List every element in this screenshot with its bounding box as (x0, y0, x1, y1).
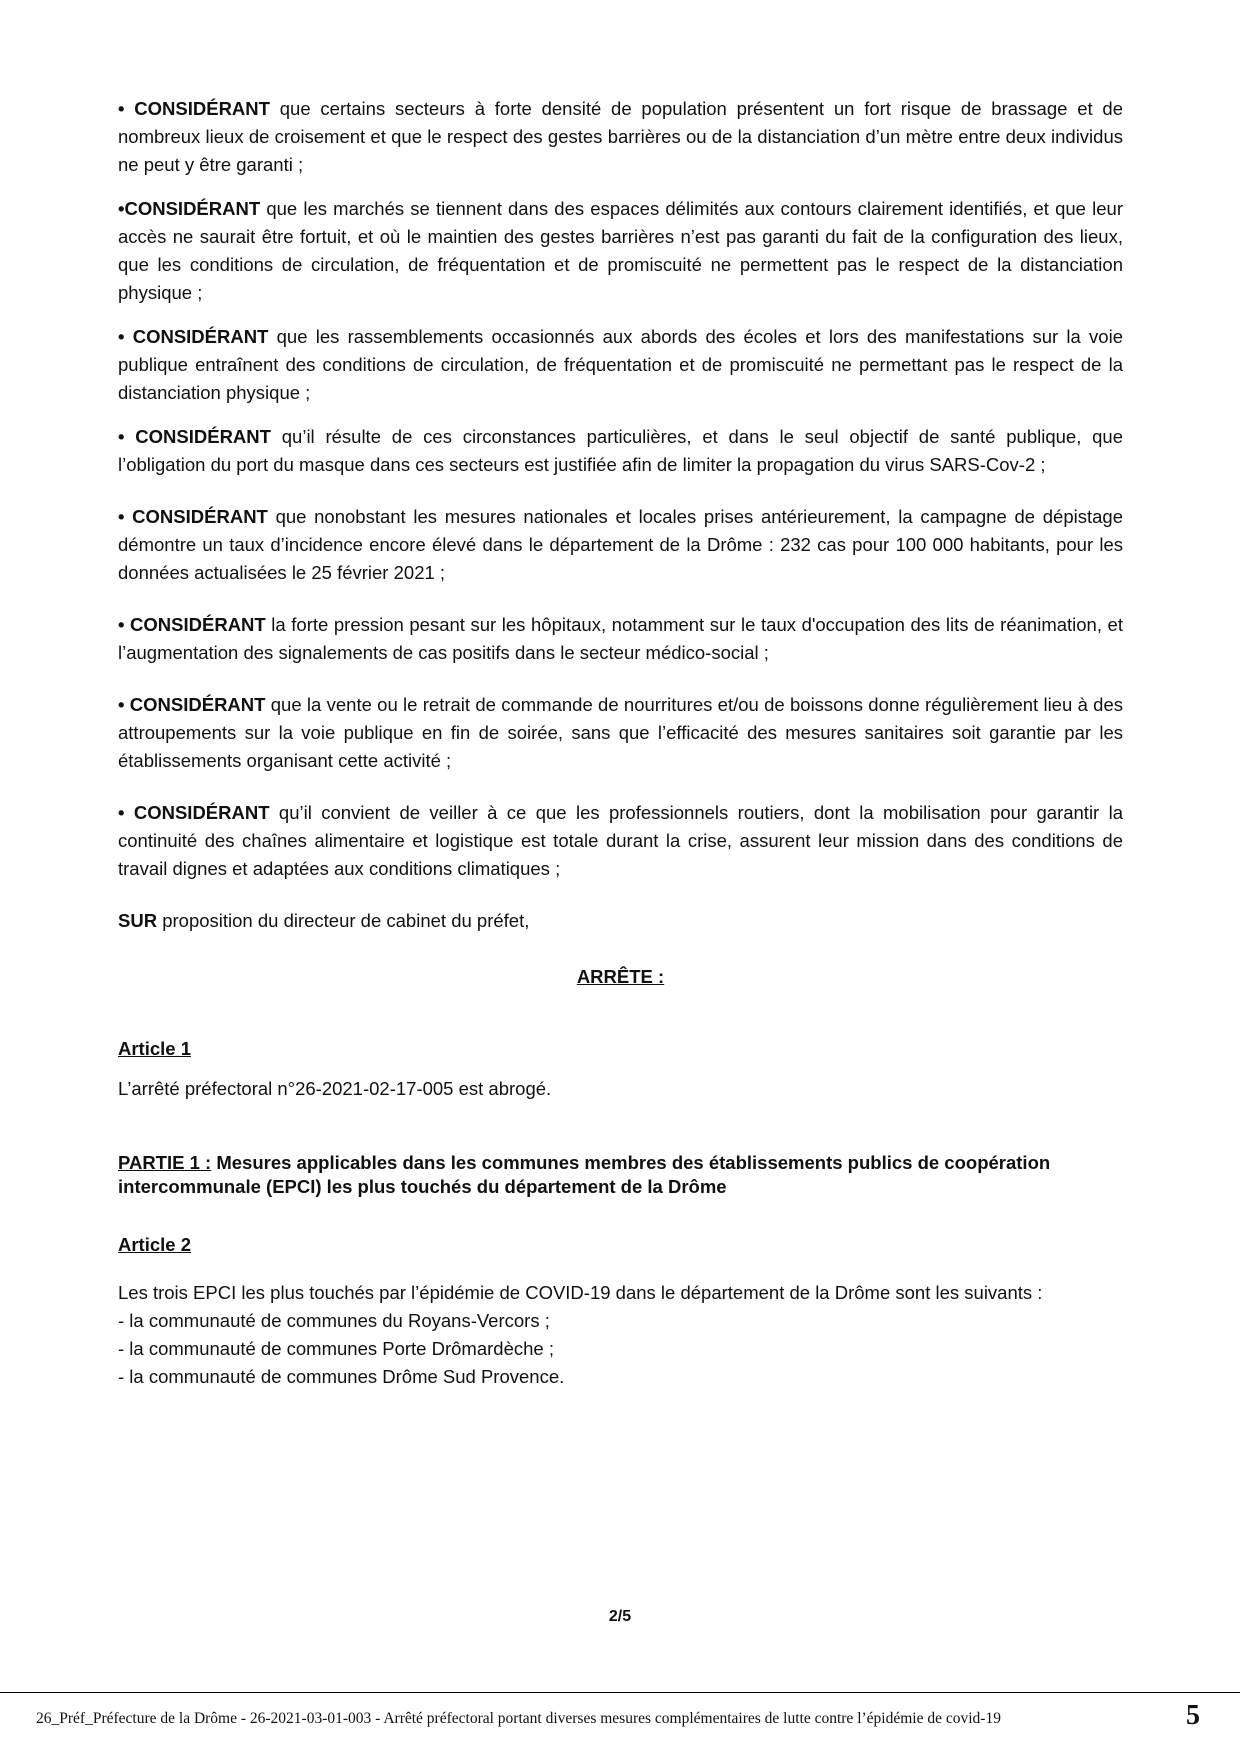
considerant-text: que nonobstant les mesures nationales et locales prises antérieurement, la campagne de dépistage démontre un taux d’incidence encore élevé dans le département de la Drôme : 232 cas pour 100 000 habitants, pour les données actualisées le 25 février 2021 ; (118, 506, 1123, 583)
considerant-text: qu’il résulte de ces circonstances particulières, et dans le seul objectif de santé publique, que l’obligation du port du masque dans ces secteurs est justifiée afin de limiter la propagation du virus SARS-Cov-2 ; (118, 426, 1123, 475)
article-2-intro: Les trois EPCI les plus touchés par l’épidémie de COVID-19 dans le département de la Drôme sont les suivants : (118, 1282, 1043, 1303)
footer-text: 26_Préf_Préfecture de la Drôme - 26-2021-03-01-003 - Arrêté préfectoral portant diverses mesures complémentaires de lutte contre l’épidémie de covid-19 (36, 1710, 1001, 1727)
considerant-paragraph-6 (118, 611, 1123, 667)
document-body (118, 95, 1123, 1391)
sur-paragraph (118, 907, 1123, 935)
article-2-title: Article 2 (118, 1234, 192, 1255)
considerant-paragraph-1 (118, 95, 1123, 179)
considerant-text: que la vente ou le retrait de commande de nourritures et/ou de boissons donne régulièrement lieu à des attroupements sur la voie publique en fin de soirée, sans que l’efficacité des mesures sanitaires soit garantie par les établissements organisant cette activité ; (118, 694, 1123, 771)
considerant-marker: •CONSIDÉRANT (118, 198, 261, 219)
considerant-text: que les rassemblements occasionnés aux abords des écoles et lors des manifestations sur la voie publique entraînent des conditions de circulation, de fréquentation et de promiscuité ne permettant pas le respect de la distanciation physique ; (118, 326, 1123, 403)
sur-text: proposition du directeur de cabinet du préfet, (157, 910, 530, 931)
considerant-paragraph-3 (118, 323, 1123, 407)
list-item: - la communauté de communes Porte Drômardèche ; (118, 1338, 554, 1359)
footer-divider (0, 1692, 1240, 1693)
considerant-text: qu’il convient de veiller à ce que les professionnels routiers, dont la mobilisation pour garantir la continuité des chaînes alimentaire et logistique est totale durant la crise, assurent leur mission dans des conditions de travail dignes et adaptées aux conditions climatiques ; (118, 802, 1123, 879)
considerant-paragraph-4 (118, 423, 1123, 479)
epci-list (118, 1307, 1123, 1391)
sur-marker: SUR (118, 910, 158, 931)
considerant-text: la forte pression pesant sur les hôpitaux, notamment sur le taux d'occupation des lits de réanimation, et l’augmentation des signalements de cas positifs dans le secteur médico-social ; (118, 614, 1123, 663)
partie-1-label: PARTIE 1 : (118, 1152, 212, 1173)
considerant-marker: • CONSIDÉRANT (118, 506, 268, 527)
arrete-heading: ARRÊTE : (576, 966, 665, 987)
partie-1-heading (118, 1151, 1123, 1199)
considerant-text: que les marchés se tiennent dans des espaces délimités aux contours clairement identifiés, et que leur accès ne saurait être fortuit, et où le maintien des gestes barrières n’est pas garanti du fait de la configuration des lieux, que les conditions de circulation, de fréquentation et de promiscuité ne permettent pas le respect de la distanciation physique ; (118, 198, 1123, 303)
partie-1-text: Mesures applicables dans les communes membres des établissements publics de coopération intercommunale (EPCI) les plus touchés du département de la Drôme (118, 1152, 1051, 1197)
article-1-title: Article 1 (118, 1038, 192, 1059)
considerant-marker: • CONSIDÉRANT (118, 326, 269, 347)
considerant-marker: • CONSIDÉRANT (118, 98, 270, 119)
considerant-paragraph-8 (118, 799, 1123, 883)
footer-page-number: 5 (1186, 1700, 1200, 1731)
considerant-paragraph-5 (118, 503, 1123, 587)
considerant-paragraph-2 (118, 195, 1123, 307)
article-1-text: L’arrêté préfectoral n°26-2021-02-17-005 est abrogé. (118, 1078, 552, 1099)
considerant-marker: • CONSIDÉRANT (118, 802, 270, 823)
list-item: - la communauté de communes Drôme Sud Provence. (118, 1366, 565, 1387)
considerant-text: que certains secteurs à forte densité de population présentent un fort risque de brassage et de nombreux lieux de croisement et que le respect des gestes barrières ou de la distanciation d’un mètre entre deux individus ne peut y être garanti ; (118, 98, 1123, 175)
considerant-paragraph-7 (118, 691, 1123, 775)
considerant-marker: • CONSIDÉRANT (118, 694, 266, 715)
considerant-marker: • CONSIDÉRANT (118, 614, 266, 635)
list-item: - la communauté de communes du Royans-Vercors ; (118, 1310, 550, 1331)
page-number: 2/5 (608, 1608, 632, 1625)
considerant-marker: • CONSIDÉRANT (118, 426, 271, 447)
